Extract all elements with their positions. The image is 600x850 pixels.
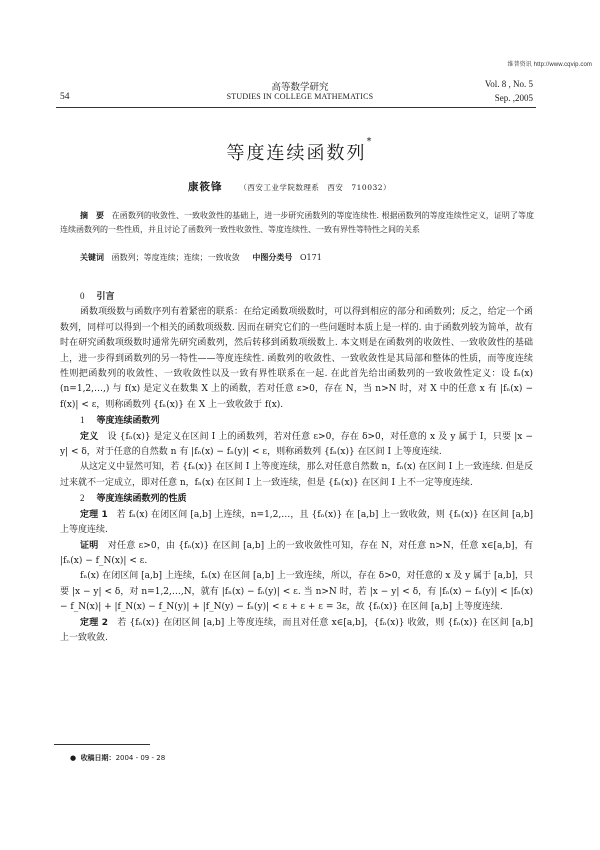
section-heading-2: 2 等度连续函数列的性质 [80,493,187,505]
proof-paragraph-2: fₙ(x) 在闭区间 [a,b] 上连续，fₙ(x) 在区间 [a,b] 上一致连续，所以，存在 δ>0，对任意的 x 及 y 属于 [a,b]，只要 |x − y| < δ，对 n=1,2,…,N，就有 |fₙ(x) − fₙ(y)| < ε. 当 n>N 时，若 |x − y| < δ，有 |fₙ(x) − fₙ(y)| < |fₙ(x) − f_N(x)| + |f_N(x) − f_N(y)| + |f_N(y) − fₙ(y)| < ε + ε + ε = 3ε，故 {fₙ(x)} 在区间 [a,b] 上等度连续. [60,571,533,613]
volume-issue: Vol. 8 , No. 5 [484,79,533,89]
proof-paragraph [60,539,533,570]
definition-text: 设 {fₙ(x)} 是定义在区间 I 上的函数列，若对任意 ε>0，存在 δ>0，对任意的 x 及 y 属于 I，只要 |x − y| < δ，对于任意的自然数 n 有 |fₙ(x) − fₙ(y)| < ε，则称函数列 {fₙ(x)} 在区间 I 上等度连续. [60,431,533,458]
abstract-text: 在函数列的收敛性、一致收敛性的基础上，进一步研究函数列的等度连续性. 根据函数列的等度连续性定义，证明了等度连续函数列的一些性质，并且讨论了函数列一致性收敛性、等度连续性、一致有界性等特性之间的关系 [60,211,534,234]
article-body [60,289,533,646]
journal-title-cn: 高等数学研究 [271,82,329,93]
keywords-label: 关键词 [80,253,104,262]
definition-label: 定义 [80,431,99,442]
journal-title-en: STUDIES IN COLLEGE MATHEMATICS [226,92,374,101]
clc-code: O171 [300,253,322,262]
footnote-bullet-icon: ● [70,754,77,762]
theorem1-label: 定理 1 [80,509,108,520]
article-title [0,136,600,165]
remark-paragraph: 从这定义中显然可知，若 {fₙ(x)} 在区间 I 上等度连续，那么对任意自然数 n，fₙ(x) 在区间 I 上一致连续. 但是反过来就不一定成立，即对任意 n，fₙ(x) 在区间 I 上一致连续，但是 {fₙ(x)} 在区间 I 上不一定等度连续. [60,462,533,488]
theorem1-paragraph [60,508,533,539]
proof-label: 证明 [80,540,99,551]
proof-text-1: 对任意 ε>0，由 {fₙ(x)} 在区间 [a,b] 上的一致收敛性可知，存在 N，对任意 n>N，任意 x∈[a,b]，有 |fₙ(x) − f_N(x)| < ε. [60,540,533,566]
intro-paragraph: 函数项级数与函数序列有着紧密的联系：在给定函数项级数时，可以得到相应的部分和函数列；反之，给定一个函数列，同样可以得到一个相关的函数项级数. 因而在研究它们的一些问题时本质上是一样的. 由于函数列较为简单，故有时在研究函数项级数时通常先研究函数列，然后转移到函数项级数上. 本文则是在函数列的收敛性、一致收敛性的基础上，进一步得到函数列的另一特性——等度连续性. 函数列的收敛性、一致收敛性是其局部和整体的性质，而等度连续性则把函数列的收敛性、一致收敛性以及一致有界性联系在一起. 在此首先给出函数列的一致收敛性定义：设 fₙ(x)(n=1,2,…,) 与 f(x) 是定义在数集 X 上的函数，若对任意 ε>0，存在 N，当 n>N 时，对 X 中的任意 x 有 |fₙ(x) − f(x)| < ε，则称函数列 {fₙ(x)} 在 X 上一致收敛于 f(x). [60,307,533,410]
author-affiliation: （西安工业学院数理系 西安 710032） [239,183,392,192]
definition-paragraph [60,430,533,461]
issue-date: Sep. ,2005 [494,93,533,103]
section-heading-1: 1 等度连续函数列 [80,415,160,427]
title-footnote-mark: * [366,136,374,147]
header-rule [56,107,536,108]
theorem1-text: 若 fₙ(x) 在闭区间 [a,b] 上连续，n=1,2,…，且 {fₙ(x)} 在 [a,b] 上一致收敛，则 {fₙ(x)} 在区间 [a,b] 上等度连续. [60,509,534,536]
footnote-date: 2004 - 09 - 28 [115,754,166,762]
author-name: 康筱锋 [188,181,223,193]
keywords-text: 函数列；等度连续；连续；一致收敛 [111,253,240,262]
received-date-footnote [70,753,165,763]
watermark: 维普资讯 http://www.cqvip.com [507,62,592,68]
footnote-rule [54,744,150,745]
page-number: 54 [60,92,70,102]
theorem2-text: 若 {fₙ(x)} 在闭区间 [a,b] 上等度连续，而且对任意 x∈[a,b]，{fₙ(x)} 收敛，则 {fₙ(x)} 在区间 [a,b] 上一致收敛. [60,617,533,643]
clc-label: 中图分类号 [252,253,293,262]
author-line [188,179,391,194]
theorem2-paragraph [60,616,533,647]
abstract-label: 摘 要 [80,211,105,220]
keywords-line [60,250,533,265]
abstract [60,209,534,237]
section-heading-0: 0 引言 [80,291,115,302]
title-text: 等度连续函数列 [226,143,367,164]
theorem2-label: 定理 2 [80,617,109,628]
footnote-label: 收稿日期： [80,754,116,762]
